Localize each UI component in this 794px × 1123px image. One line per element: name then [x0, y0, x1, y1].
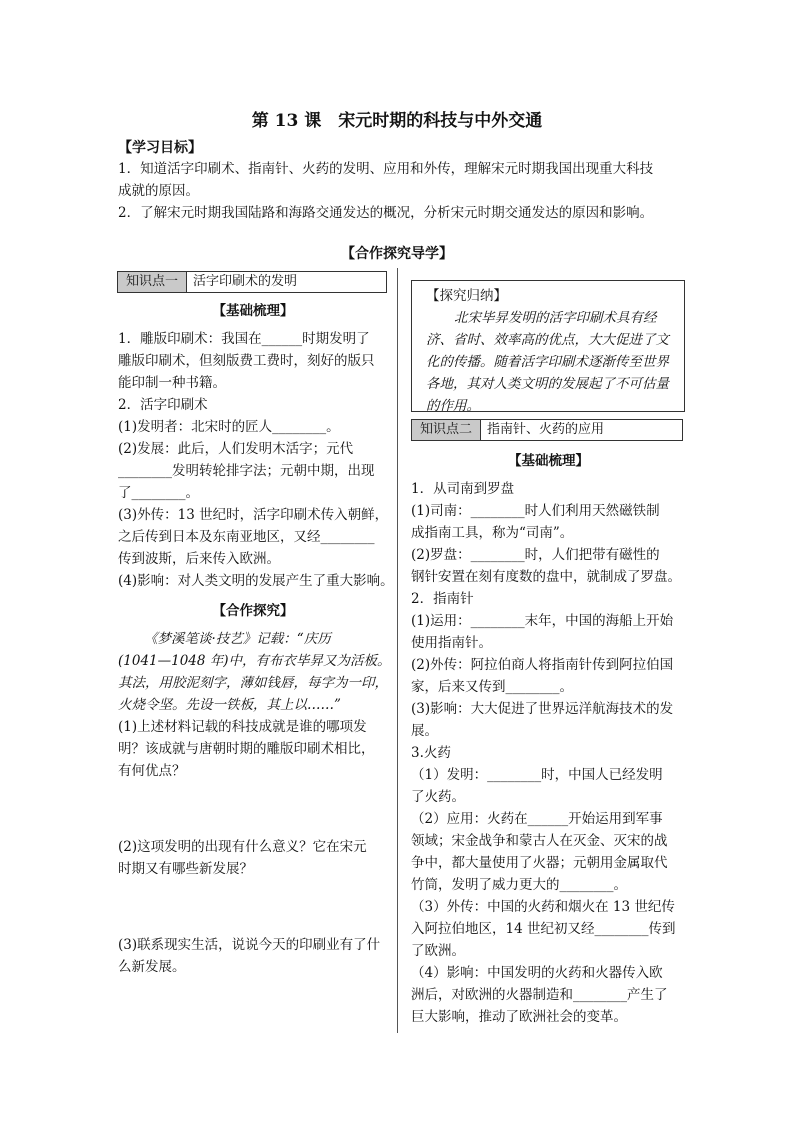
- objective-line: 成就的原因。: [118, 183, 199, 199]
- knowledge-point-2-box: [411, 419, 683, 441]
- content-line: 1．从司南到罗盘: [411, 481, 515, 497]
- basic-line: 1．雕版印刷术：我国在______时期发明了: [118, 331, 370, 347]
- content-line: (2)罗盘：________时，人们把带有磁性的: [411, 547, 660, 563]
- explore-summary-box: [411, 280, 685, 412]
- content-line: （2）应用：火药在______开始运用到军事: [411, 811, 663, 827]
- content-line: 领域；宋金战争和蒙古人在灭金、灭宋的战: [411, 833, 668, 849]
- basic-line: 传到波斯，后来传入欧洲。: [118, 551, 280, 567]
- content-line: (2)外传：阿拉伯商人将指南针传到阿拉伯国: [411, 657, 674, 673]
- explore-line: 化的传播。随着活字印刷术逐渐传至世界: [426, 354, 669, 370]
- quote-line: (1041—1048 年)中，有布衣毕昇又为活板。: [118, 653, 391, 669]
- content-line: 巨大影响，推动了欧洲社会的变革。: [411, 1009, 627, 1025]
- basic-line: (4)影响：对人类文明的发展产生了重大影响。: [118, 573, 394, 589]
- content-line: 家，后来又传到________。: [411, 679, 573, 695]
- content-line: 了欧洲。: [411, 943, 465, 959]
- knowledge-point-1-box: [117, 271, 387, 293]
- content-line: 洲后，对欧洲的火器制造和________产生了: [411, 987, 668, 1003]
- content-line: （1）发明：________时，中国人已经发明: [411, 767, 663, 783]
- coop-heading: 【合作探究】: [212, 603, 294, 619]
- explore-line: 各地，其对人类文明的发展起了不可估量: [426, 376, 669, 392]
- explore-line: 济、省时、效率高的优点，大大促进了文: [426, 332, 669, 348]
- content-line: 争中，都大量使用了火器；元朝用金属取代: [411, 855, 668, 871]
- content-line: （4）影响：中国发明的火药和火器传入欧: [411, 965, 663, 981]
- basic-line: (2)发展：此后，人们发明木活字；元代: [118, 441, 354, 457]
- quote-line: 《梦溪笔谈·技艺》记载：“庆历: [144, 631, 331, 647]
- explore-line: 北宋毕昇发明的活字印刷术具有经: [454, 310, 657, 326]
- content-line: 钢针安置在刻有度数的盘中，就制成了罗盘。: [411, 569, 681, 585]
- basic-line: 雕版印刷术，但刻版费工费时，刻好的版只: [118, 353, 375, 369]
- content-line: (3)影响：大大促进了世界远洋航海技术的发: [411, 701, 674, 717]
- content-line: 使用指南针。: [411, 635, 492, 651]
- basic-line: ________发明转轮排字法；元朝中期，出现: [118, 463, 375, 479]
- content-line: (1)司南：________时人们利用天然磁铁制: [411, 503, 660, 519]
- content-line: 2．指南针: [411, 591, 474, 607]
- basic-line: 之后传到日本及东南亚地区，又经________: [118, 529, 375, 545]
- content-line: 入阿拉伯地区，14 世纪初又经________传到: [411, 921, 676, 937]
- objective-line: 2．了解宋元时期我国陆路和海路交通发达的概况，分析宋元时期交通发达的原因和影响。: [118, 205, 654, 221]
- question-line: 明？该成就与唐朝时期的雕版印刷术相比，: [118, 741, 375, 757]
- question-line: (1)上述材料记载的科技成就是谁的哪项发: [118, 719, 367, 735]
- question-line: (3)联系现实生活，说说今天的印刷业有了什: [118, 937, 381, 953]
- basic-heading: 【基础梳理】: [212, 303, 294, 319]
- basic-line: (3)外传：13 世纪时，活字印刷术传入朝鲜，: [118, 507, 389, 523]
- basic-heading: 【基础梳理】: [508, 453, 589, 469]
- question-line: 么新发展。: [118, 959, 186, 975]
- basic-line: 2．活字印刷术: [118, 397, 208, 413]
- knowledge-point-tag: 知识点二: [412, 420, 481, 440]
- knowledge-point-name: 活字印刷术的发明: [193, 274, 298, 289]
- content-line: 成指南工具，称为“司南”。: [411, 525, 574, 541]
- explore-heading: 【探究归纳】: [426, 288, 507, 304]
- content-line: （3）外传：中国的火药和烟火在 13 世纪传: [411, 899, 675, 915]
- column-divider: [397, 268, 398, 1033]
- right-column: [411, 450, 686, 1028]
- knowledge-point-name: 指南针、火药的应用: [487, 422, 605, 437]
- basic-line: 能印制一种书籍。: [118, 375, 226, 391]
- basic-line: 了________。: [118, 485, 199, 501]
- explore-line: 的作用。: [426, 398, 480, 414]
- content-line: 展。: [411, 723, 438, 739]
- quote-line: 火烧令坚。先设一铁板，其上以……”: [118, 697, 341, 713]
- quote-line: 其法，用胶泥刻字，薄如钱唇，每字为一印，: [118, 675, 388, 691]
- content-line: 3.火药: [411, 745, 451, 761]
- page-title: 第 13 课 宋元时期的科技与中外交通: [251, 111, 543, 131]
- question-line: 时期又有哪些新发展？: [118, 861, 253, 877]
- guide-heading: 【合作探究导学】: [341, 246, 453, 262]
- objective-line: 1．知道活字印刷术、指南针、火药的发明、应用和外传，理解宋元时期我国出现重大科技: [118, 161, 654, 177]
- left-column: [118, 300, 394, 978]
- content-line: 了火药。: [411, 789, 465, 805]
- content-line: 竹筒，发明了威力更大的________。: [411, 877, 627, 893]
- question-line: (2)这项发明的出现有什么意义？它在宋元: [118, 839, 367, 855]
- knowledge-point-tag: 知识点一: [118, 272, 187, 292]
- basic-line: (1)发明者：北宋时的匠人________。: [118, 419, 340, 435]
- question-line: 有何优点？: [118, 763, 186, 779]
- objectives-heading: 【学习目标】: [118, 140, 202, 156]
- content-line: (1)运用：________末年，中国的海船上开始: [411, 613, 674, 629]
